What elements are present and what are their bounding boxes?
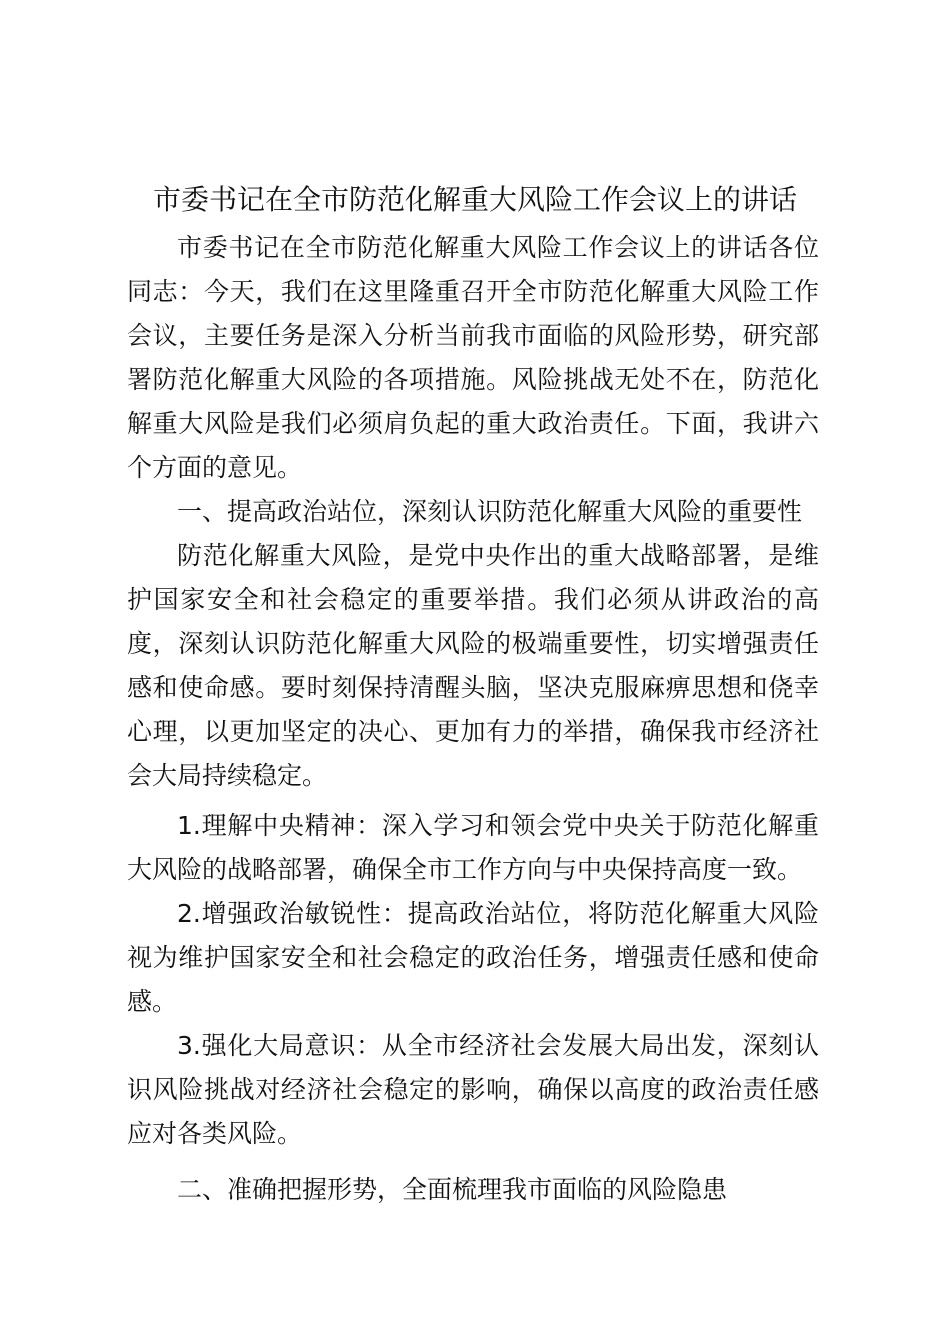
section-heading-2: 二、准确把握形势，全面梳理我市面临的风险隐患 [177,1175,728,1204]
section-1-paragraph: 防范化解重大风险，是党中央作出的重大战略部署，是维护国家安全和社会稳定的重要举措。我们必须从讲政治的高度，深刻认识防范化解重大风险的极端重要性，切实增强责任感和使命感。要时刻保持清醒头脑，坚决克服麻痹思想和侥幸心理，以更加坚定的决心、更加有力的举措，确保我市经济社会大局持续稳定。 [127,541,819,790]
section-heading-1: 一、提高政治站位，深刻认识防范化解重大风险的重要性 [177,497,803,526]
list-item-2: 2.增强政治敏锐性：提高政治站位，将防范化解重大风险视为维护国家安全和社会稳定的政治任务，增强责任感和使命感。 [127,899,819,1016]
opening-paragraph: 市委书记在全市防范化解重大风险工作会议上的讲话各位同志：今天，我们在这里隆重召开全市防范化解重大风险工作会议，主要任务是深入分析当前我市面临的风险形势，研究部署防范化解重大风险的各项措施。风险挑战无处不在，防范化解重大风险是我们必须肩负起的重大政治责任。下面，我讲六个方面的意见。 [127,233,819,482]
list-item-3: 3.强化大局意识：从全市经济社会发展大局出发，深刻认识风险挑战对经济社会稳定的影响，确保以高度的政治责任感应对各类风险。 [127,1031,819,1148]
document-body [127,226,819,1212]
document-title: 市委书记在全市防范化解重大风险工作会议上的讲话 [152,183,797,216]
list-item-1: 1.理解中央精神：深入学习和领会党中央关于防范化解重大风险的战略部署，确保全市工作方向与中央保持高度一致。 [127,811,819,884]
